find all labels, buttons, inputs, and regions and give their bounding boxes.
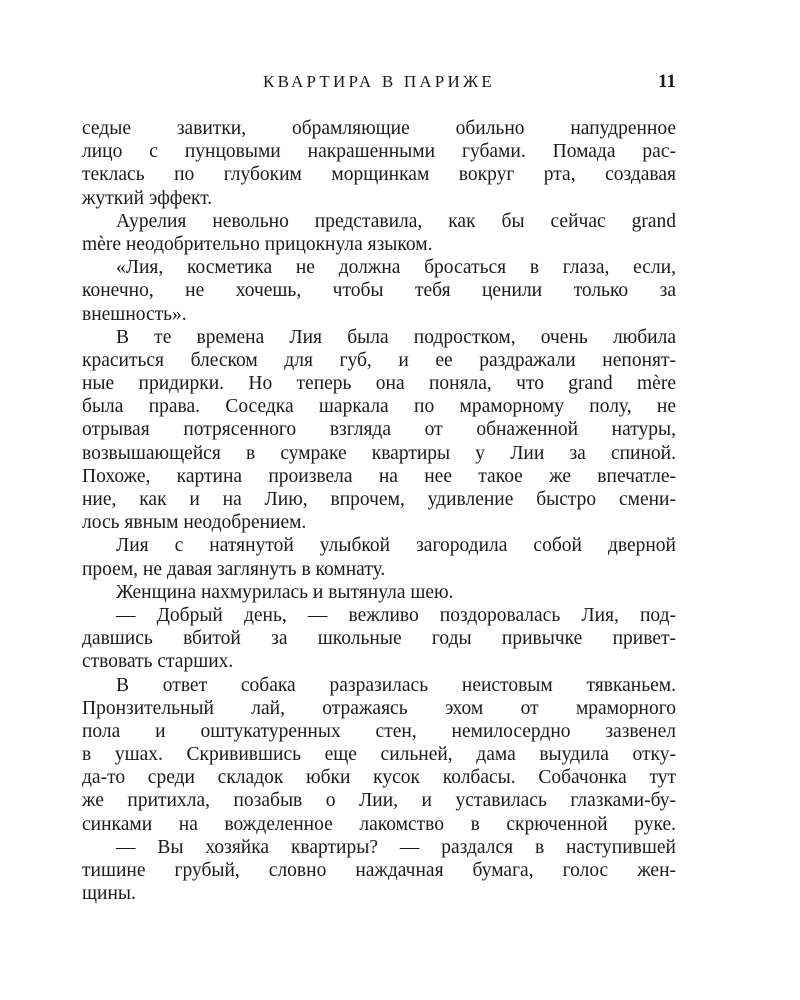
- text-line: теклась по глубоким морщинкам вокруг рта, создавая: [82, 164, 676, 186]
- text-line: в ушах. Скривившись еще сильней, дама выудила отку-: [82, 744, 676, 766]
- text-line: В ответ собака разразилась неистовым тявканьем.: [116, 674, 676, 696]
- text-line: давшись вбитой за школьные годы привычке привет-: [82, 628, 676, 650]
- text-line: лицо с пунцовыми накрашенными губами. Помада рас-: [82, 141, 676, 163]
- text-line: возвышающейся в сумраке квартиры у Лии за спиной.: [82, 442, 676, 464]
- text-line: ные придирки. Но теперь она поняла, что grand mère: [82, 373, 676, 395]
- text-line: mère неодобрительно прицокнула языком.: [82, 233, 433, 255]
- text-line: Женщина нахмурилась и вытянула шею.: [116, 581, 454, 603]
- page-number: 11: [658, 71, 676, 92]
- text-line: Аурелия невольно представила, как бы сейчас grand: [116, 210, 676, 232]
- text-line: внешность».: [82, 303, 187, 325]
- text-line: синками на вожделенное лакомство в скрюченной руке.: [82, 813, 676, 835]
- text-line: проем, не давая заглянуть в комнату.: [82, 558, 386, 580]
- text-line: В те времена Лия была подростком, очень любила: [116, 326, 676, 348]
- text-line: краситься блеском для губ, и ее раздражали непонят-: [82, 349, 676, 371]
- text-line: «Лия, косметика не должна бросаться в глаза, если,: [116, 257, 676, 279]
- running-title: КВАРТИРА В ПАРИЖЕ: [263, 72, 495, 91]
- text-line: конечно, не хочешь, чтобы тебя ценили только за: [82, 280, 676, 302]
- text-line: Лия с натянутой улыбкой загородила собой дверной: [116, 535, 676, 557]
- text-line: пола и оштукатуренных стен, немилосердно зазвенел: [82, 720, 676, 742]
- page-header: [82, 68, 676, 96]
- text-line: да-то среди складок юбки кусок колбасы. Собачонка тут: [82, 767, 676, 789]
- text-line: лось явным неодобрением.: [82, 512, 307, 534]
- text-line: же притихла, позабыв о Лии, и уставилась глазками-бу-: [82, 790, 676, 812]
- text-line: была права. Соседка шаркала по мраморному полу, не: [82, 396, 676, 418]
- text-line: седые завитки, обрамляющие обильно напудренное: [82, 118, 676, 139]
- body-text: [82, 117, 676, 905]
- text-line: ние, как и на Лию, впрочем, удивление быстро смени-: [82, 489, 676, 510]
- text-line: — Добрый день, — вежливо поздоровалась Лия, под-: [116, 604, 676, 626]
- text-line: жуткий эффект.: [82, 187, 213, 209]
- text-line: Пронзительный лай, отражаясь эхом от мраморного: [82, 697, 676, 719]
- text-line: щины.: [82, 883, 136, 905]
- text-line: — Вы хозяйка квартиры? — раздался в наступившей: [116, 836, 676, 858]
- text-line: Похоже, картина произвела на нее такое же впечатле-: [82, 465, 676, 487]
- text-line: отрывая потрясенного взгляда от обнаженной натуры,: [82, 419, 676, 441]
- text-line: тишине грубый, словно наждачная бумага, голос жен-: [82, 860, 676, 881]
- text-line: ствовать старших.: [82, 651, 234, 673]
